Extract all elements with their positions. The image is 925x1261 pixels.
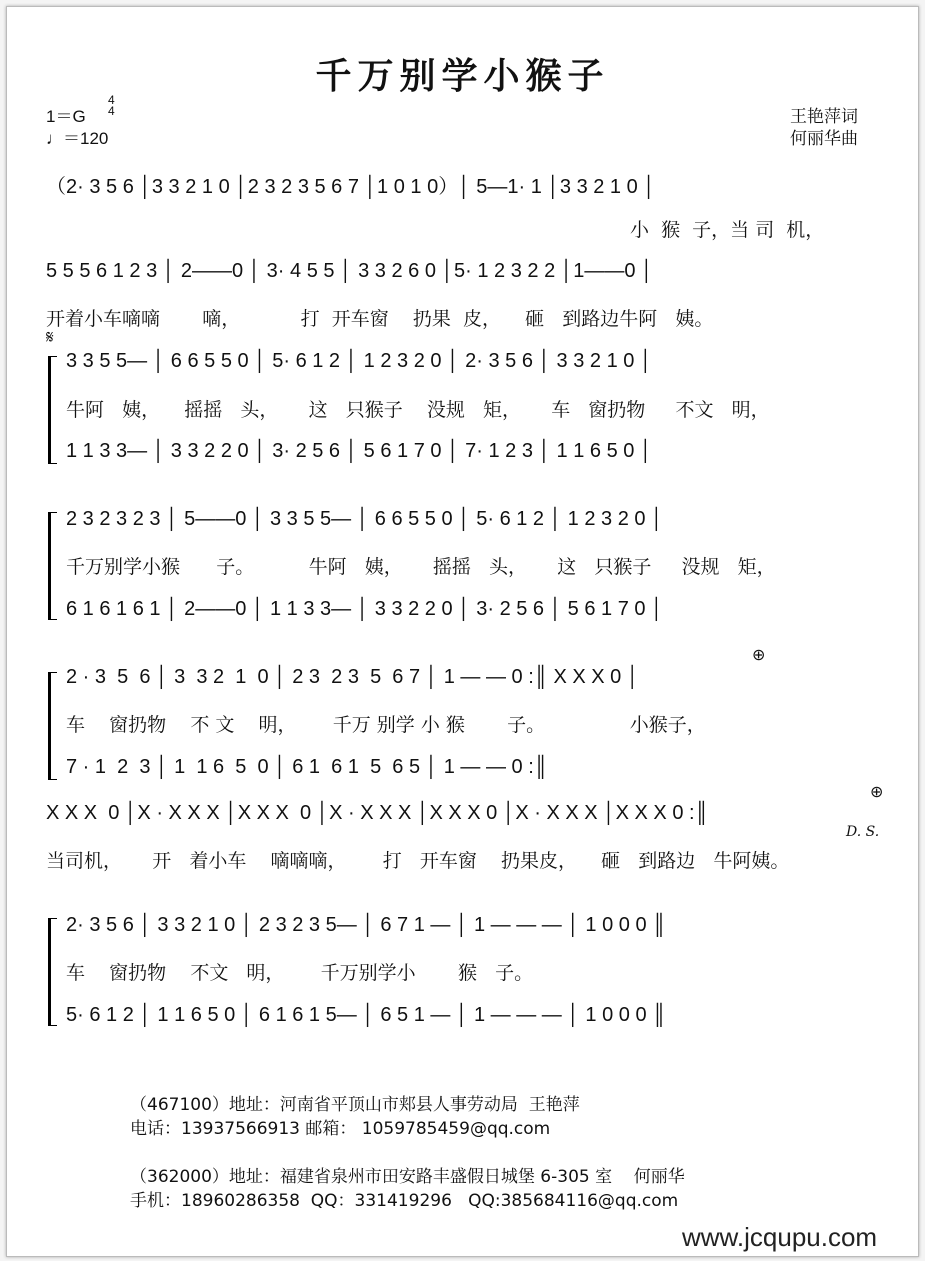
notes-row-5: 2 · 3 5 6 │ 3 3 2 1 0 │ 2 3 2 3 5 6 7 │ 1 — — 0 :║ X X X 0 │ [66, 666, 640, 688]
coda-sign-1: ⊕ [752, 645, 766, 664]
contact-line-1: （467100）地址：河南省平顶山市郏县人事劳动局 王艳萍 [130, 1095, 580, 1115]
time-denominator: 4 [108, 104, 115, 118]
segno-sign: 𝄋 [46, 327, 54, 348]
lyrics-row-7: 车 窗扔物 不文 明， 千万别学小 猴 子。 [66, 962, 534, 984]
time-numerator: 4 [108, 93, 115, 107]
system-bracket-3 [48, 672, 57, 780]
time-signature [108, 95, 115, 117]
notes-row-3-lower: 1 1 3 3— │ 3 3 2 2 0 │ 3· 2 5 6 │ 5 6 1 7 0 │ 7· 1 2 3 │ 1 1 6 5 0 │ [66, 440, 653, 462]
lyricist-credit: 王艳萍词 [790, 107, 858, 126]
notes-row-7-lower: 5· 6 1 2 │ 1 1 6 5 0 │ 6 1 6 1 5— │ 6 5 1 — │ 1 — — — │ 1 0 0 0 ║ [66, 1004, 667, 1026]
tempo-mark: ♩＝120 [46, 129, 109, 148]
lyrics-row-5: 车 窗扔物 不 文 明， 千万 别学 小 猴 子。 小猴子， [66, 714, 706, 736]
system-bracket-1 [48, 356, 57, 464]
notes-row-3: 3 3 5 5— │ 6 6 5 5 0 │ 5· 6 1 2 │ 1 2 3 2 0 │ 2· 3 5 6 │ 3 3 2 1 0 │ [66, 350, 653, 372]
notes-row-5-lower: 7 · 1 2 3 │ 1 1 6 5 0 │ 6 1 6 1 5 6 5 │ 1 — — 0 :║ [66, 756, 548, 778]
composer-credit: 何丽华曲 [790, 129, 858, 148]
notes-row-1: （2· 3 5 6 │3 3 2 1 0 │2 3 2 3 5 6 7 │1 0 1 0）│ 5—1· 1 │3 3 2 1 0 │ [46, 176, 656, 198]
site-watermark: www.jcqupu.com [682, 1222, 878, 1252]
rhythm-row-6: X X X 0 │X · X X X │X X X 0 │X · X X X │X X X 0 │X · X X X │X X X 0 :║ [46, 802, 709, 824]
dal-segno-mark: D. S. [846, 824, 880, 840]
notes-row-4-lower: 6 1 6 1 6 1 │ 2——0 │ 1 1 3 3— │ 3 3 2 2 0 │ 3· 2 5 6 │ 5 6 1 7 0 │ [66, 598, 664, 620]
coda-sign-2: ⊕ [870, 782, 884, 801]
contact-line-3: （362000）地址：福建省泉州市田安路丰盛假日城堡 6-305 室 何丽华 [130, 1167, 685, 1187]
key-signature: 1＝G [46, 107, 86, 126]
notes-row-4: 2 3 2 3 2 3 │ 5——0 │ 3 3 5 5— │ 6 6 5 5 0 │ 5· 6 1 2 │ 1 2 3 2 0 │ [66, 508, 664, 530]
lyrics-row-1: 小 猴 子，当 司 机， [630, 219, 825, 241]
contact-line-4: 手机：18960286358 QQ：331419296 QQ:385684116@qq.com [130, 1191, 679, 1211]
song-title: 千万别学小猴子 [315, 55, 610, 97]
contact-line-2: 电话：13937566913 邮箱： 1059785459@qq.com [130, 1119, 551, 1139]
lyrics-row-4: 千万别学小猴 子。 牛阿 姨， 摇摇 头， 这 只猴子 没规 矩， [66, 556, 776, 578]
system-bracket-4 [48, 918, 57, 1026]
lyrics-row-2: 开着小车嘀嘀 嘀， 打 开车窗 扔果 皮， 砸 到路边牛阿 姨。 [46, 308, 714, 330]
system-bracket-2 [48, 512, 57, 620]
lyrics-row-6: 当司机， 开 着小车 嘀嘀嘀， 打 开车窗 扔果皮， 砸 到路边 牛阿姨。 [46, 850, 790, 872]
lyrics-row-3: 牛阿 姨， 摇摇 头， 这 只猴子 没规 矩， 车 窗扔物 不文 明， [66, 399, 770, 421]
notes-row-2: 5 5 5 6 1 2 3 │ 2——0 │ 3· 4 5 5 │ 3 3 2 6 0 │5· 1 2 3 2 2 │1——0 │ [46, 260, 654, 282]
notes-row-7: 2· 3 5 6 │ 3 3 2 1 0 │ 2 3 2 3 5— │ 6 7 1 — │ 1 — — — │ 1 0 0 0 ║ [66, 914, 667, 936]
